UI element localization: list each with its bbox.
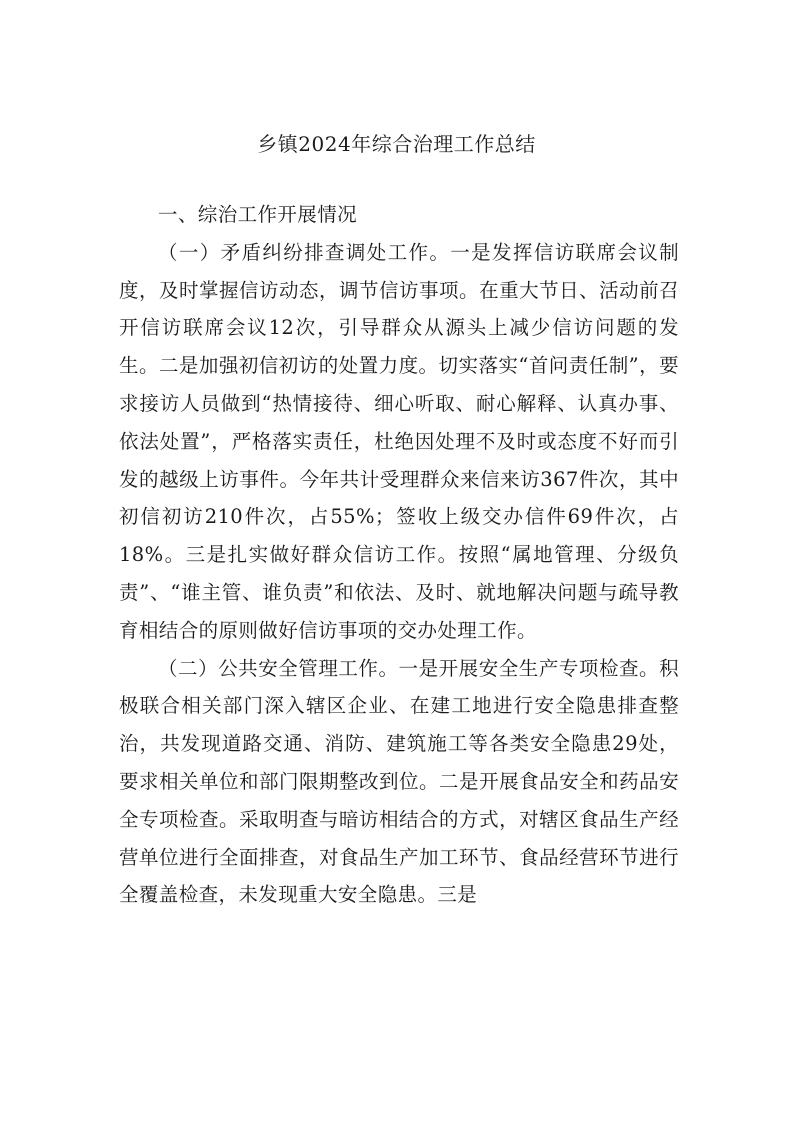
paragraph-public-safety: （二）公共安全管理工作。一是开展安全生产专项检查。积极联合相关部门深入辖区企业、在建工地进行安全隐患排查整治，共发现道路交通、消防、建筑施工等各类安全隐患29处，要求相关单位和部门限期整改到位。二是开展食品安全和药品安全专项检查。采取明查与暗访相结合的方式，对辖区食品生产经营单位进行全面排查，对食品生产加工环节、食品经营环节进行全覆盖检查，未发现重大安全隐患。三是 bbox=[119, 656, 679, 907]
section-heading: 一、综治工作开展情况 bbox=[158, 203, 358, 226]
paragraph-dispute-mediation: （一）矛盾纠纷排查调处工作。一是发挥信访联席会议制度，及时掌握信访动态，调节信访事项。在重大节日、活动前召开信访联席会议12次，引导群众从源头上减少信访问题的发生。二是加强初信初访的处置力度。切实落实“首问责任制”，要求接访人员做到“热情接待、细心听取、耐心解释、认真办事、依法处置”，严格落实责任，杜绝因处理不及时或态度不好而引发的越级上访事件。今年共计受理群众来信来访367件次，其中初信初访210件次，占55%；签收上级交办信件69件次，占18%。三是扎实做好群众信访工作。按照“属地管理、分级负责”、“谁主管、谁负责”和依法、及时、就地解决问题与疏导教育相结合的原则做好信访事项的交办处理工作。 bbox=[119, 240, 679, 642]
document-body bbox=[119, 196, 679, 914]
document-title: 乡镇2024年综合治理工作总结 bbox=[257, 132, 536, 156]
